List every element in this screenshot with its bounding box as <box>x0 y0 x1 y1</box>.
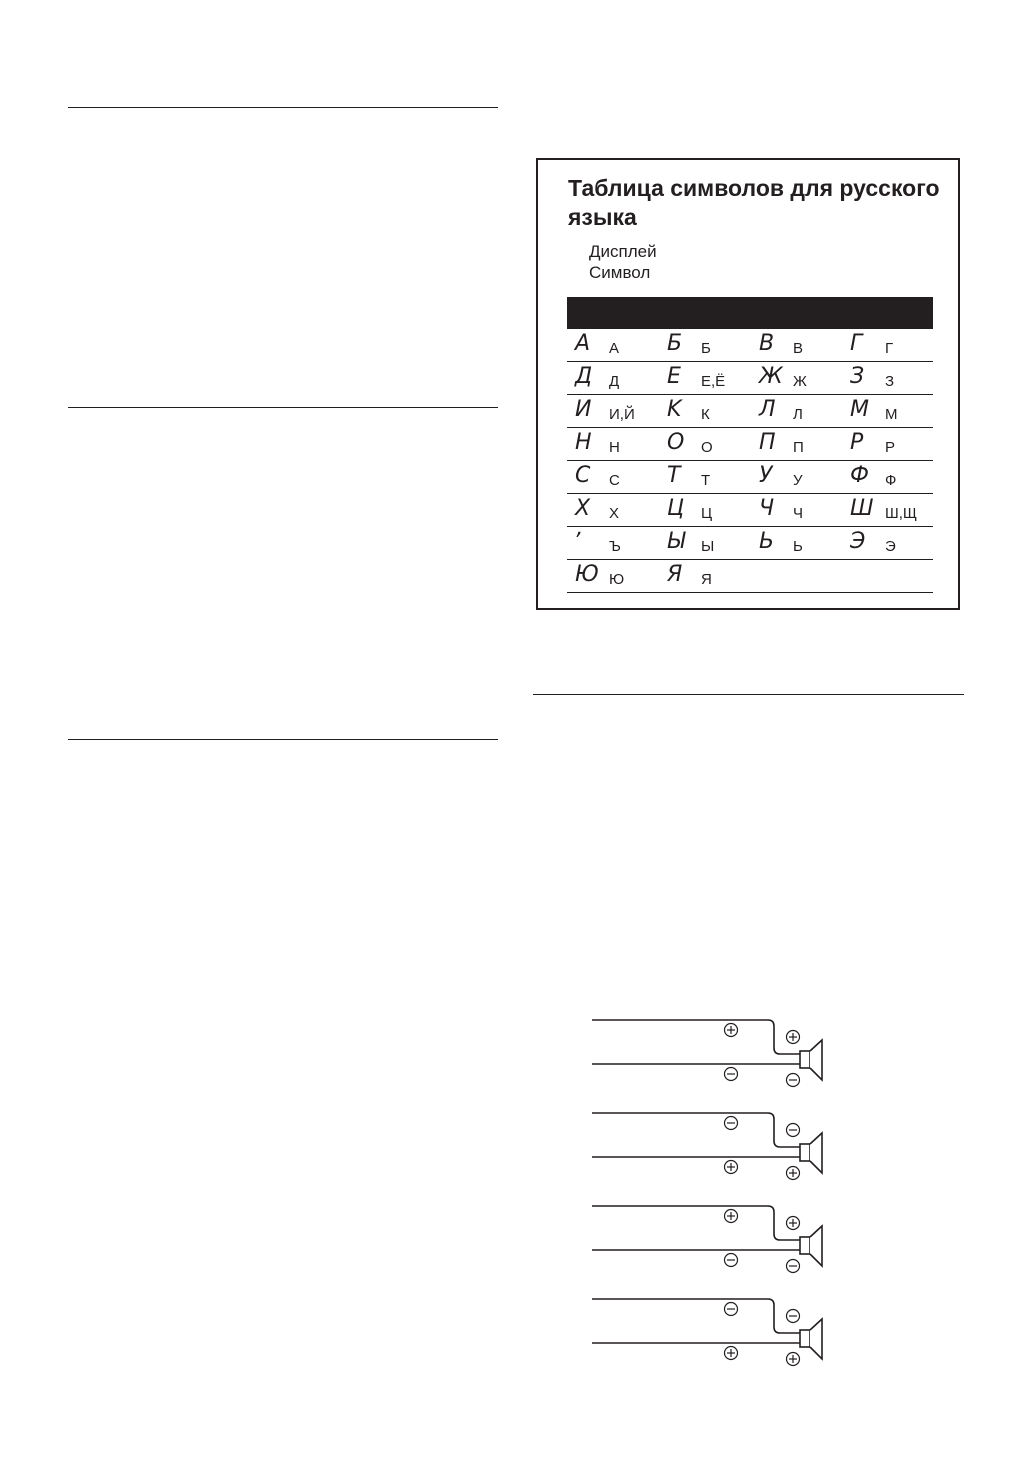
legend-display-label: Дисплей <box>589 242 657 261</box>
cyrillic-symbol: И,Й <box>609 406 635 423</box>
cyrillic-symbol: Б <box>701 340 711 357</box>
display-glyph: E <box>667 364 680 389</box>
display-glyph: K <box>667 397 681 422</box>
cyrillic-symbol: П <box>793 439 804 456</box>
cyrillic-symbol: Т <box>701 472 711 489</box>
cyrillic-symbol: Ф <box>885 472 897 489</box>
section-divider-4 <box>533 694 964 695</box>
table-header-band <box>567 297 933 329</box>
cyrillic-symbol: Р <box>885 439 896 456</box>
cyrillic-symbol: О <box>701 439 713 456</box>
display-glyph: B <box>759 331 774 356</box>
display-glyph: Ю <box>575 562 598 587</box>
display-glyph: Ш <box>850 496 873 521</box>
character-grid <box>567 329 933 593</box>
cyrillic-symbol: Я <box>701 571 712 588</box>
speaker-bottom-polarity-icon <box>787 1167 800 1180</box>
display-glyph: X <box>575 496 590 521</box>
wire-top-polarity-icon <box>725 1303 738 1316</box>
wire-bottom-polarity-icon <box>725 1068 738 1081</box>
display-glyph: З <box>850 364 864 389</box>
top-wire <box>592 1299 800 1333</box>
display-glyph: A <box>575 331 590 356</box>
cyrillic-symbol: М <box>885 406 898 423</box>
display-glyph: H <box>575 430 591 455</box>
table-row <box>567 362 933 395</box>
cyrillic-symbol: Е,Ё <box>701 373 726 390</box>
speaker-bottom-polarity-icon <box>787 1353 800 1366</box>
cyrillic-symbol: Э <box>885 538 896 555</box>
wire-bottom-polarity-icon <box>725 1347 738 1360</box>
speaker-cone-icon <box>810 1040 822 1080</box>
speaker-top-polarity-icon <box>787 1124 800 1137</box>
speaker-wiring-diagrams <box>590 1010 850 1380</box>
display-glyph: O <box>667 430 684 455</box>
display-glyph: Б <box>667 331 682 356</box>
speaker-magnet <box>800 1144 810 1161</box>
table-row <box>567 428 933 461</box>
display-glyph: И <box>575 397 591 422</box>
cyrillic-symbol: А <box>609 340 620 357</box>
display-glyph: Ж <box>759 364 782 389</box>
speaker-magnet <box>800 1237 810 1254</box>
display-glyph: C <box>575 463 590 488</box>
cyrillic-symbol: Д <box>609 373 620 390</box>
display-glyph: Г <box>850 331 862 356</box>
display-glyph: У <box>759 463 772 488</box>
display-glyph: Ч <box>759 496 774 521</box>
speaker-magnet <box>800 1330 810 1347</box>
wire-top-polarity-icon <box>725 1117 738 1130</box>
wire-bottom-polarity-icon <box>725 1161 738 1174</box>
section-divider-1 <box>68 107 498 108</box>
display-glyph: Я <box>667 562 682 587</box>
wire-bottom-polarity-icon <box>725 1254 738 1267</box>
display-glyph: П <box>759 430 775 455</box>
display-glyph: Д <box>575 364 592 389</box>
cyrillic-symbol: Ы <box>701 538 715 555</box>
display-glyph: M <box>850 397 868 422</box>
speaker-top-polarity-icon <box>787 1031 800 1044</box>
cyrillic-symbol: Ю <box>609 571 625 588</box>
cyrillic-symbol: Ч <box>793 505 803 522</box>
display-glyph: Л <box>759 397 775 422</box>
section-divider-2 <box>68 407 498 408</box>
cyrillic-symbol: С <box>609 472 620 489</box>
display-glyph: Э <box>850 529 865 554</box>
cyrillic-symbol: Ш,Щ <box>885 505 917 522</box>
speaker-top-polarity-icon <box>787 1310 800 1323</box>
display-glyph: Ь <box>759 529 774 554</box>
cyrillic-symbol: Ж <box>793 373 807 390</box>
cyrillic-symbol: Х <box>609 505 620 522</box>
table-row <box>567 395 933 428</box>
legend-symbol-label: Символ <box>589 263 651 282</box>
cyrillic-symbol: Г <box>885 340 894 357</box>
speaker-bottom-polarity-icon <box>787 1260 800 1273</box>
wire-top-polarity-icon <box>725 1024 738 1037</box>
display-glyph: Ы <box>667 529 685 554</box>
cyrillic-symbol: Л <box>793 406 803 423</box>
cyrillic-symbol: З <box>885 373 895 390</box>
top-wire <box>592 1113 800 1147</box>
top-wire <box>592 1020 800 1054</box>
section-divider-3 <box>68 739 498 740</box>
speaker-cone-icon <box>810 1319 822 1359</box>
speaker-bottom-polarity-icon <box>787 1074 800 1087</box>
table-row <box>567 494 933 527</box>
speaker-top-polarity-icon <box>787 1217 800 1230</box>
cyrillic-symbol: У <box>793 472 803 489</box>
table-title: Таблица символов для русского языка <box>568 175 940 230</box>
display-glyph: Ц <box>667 496 684 521</box>
cyrillic-symbol: Ъ <box>609 538 621 555</box>
cyrillic-symbol: В <box>793 340 804 357</box>
russian-character-table <box>536 158 960 610</box>
table-row <box>567 461 933 494</box>
display-glyph: Ф <box>850 463 868 488</box>
wire-top-polarity-icon <box>725 1210 738 1223</box>
display-glyph: T <box>667 463 680 488</box>
cyrillic-symbol: Ц <box>701 505 713 522</box>
table-row <box>567 527 933 560</box>
table-row <box>567 329 933 362</box>
cyrillic-symbol: К <box>701 406 710 423</box>
speaker-cone-icon <box>810 1133 822 1173</box>
top-wire <box>592 1206 800 1240</box>
speaker-cone-icon <box>810 1226 822 1266</box>
cyrillic-symbol: Н <box>609 439 620 456</box>
display-glyph: P <box>850 430 863 455</box>
display-glyph: ʼ <box>575 529 581 554</box>
speaker-magnet <box>800 1051 810 1068</box>
table-row <box>567 560 933 593</box>
cyrillic-symbol: Ь <box>793 538 803 555</box>
